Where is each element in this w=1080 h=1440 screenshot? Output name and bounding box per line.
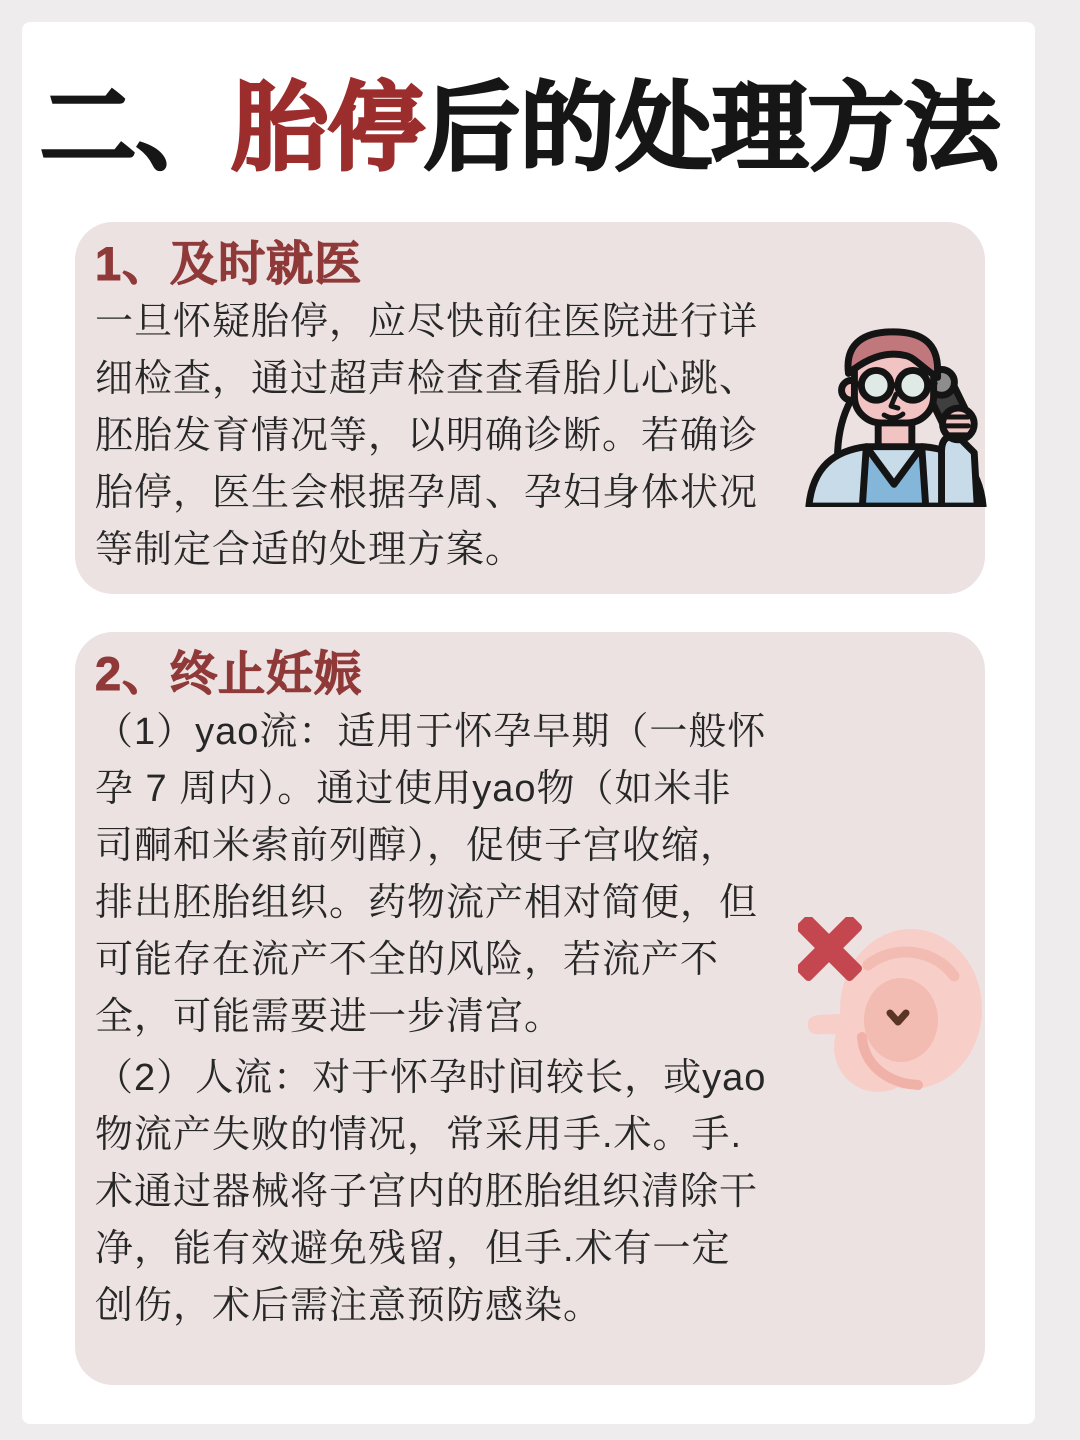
section-2-heading: 2、终止妊娠 (95, 647, 363, 700)
section-2-paragraph-2: （2）人流：对于怀孕时间较长，或yao物流产失败的情况，常采用手.术。手.术通过器械将子宫内的胚胎组织清除干净，能有效避免残留，但手.术有一定创伤，术后需注意预防感染。 (95, 1057, 767, 1327)
title-prefix: 二、 (40, 75, 232, 182)
doctor-on-phone-icon (797, 327, 995, 507)
fetus-arm (808, 1013, 869, 1035)
x-mark-icon (798, 917, 864, 983)
title-suffix: 后的处理方法 (424, 75, 1000, 182)
title-highlight: 胎停 (232, 75, 424, 182)
section-terminate-pregnancy (75, 632, 985, 1385)
section-1-heading: 1、及时就医 (95, 237, 363, 290)
section-2-paragraph-1: （1）yao流：适用于怀孕早期（一般怀孕 7 周内）。通过使用yao物（如米非司酮和米索前列醇），促使子宫收缩，排出胚胎组织。药物流产相对简便，但可能存在流产不全的风险，若流产不全，可能需要进一步清宫。 (95, 711, 767, 1038)
section-timely-medical-visit (75, 222, 985, 594)
glasses-right-lens (898, 370, 928, 400)
section-1-body: 一旦怀疑胎停，应尽快前往医院进行详细检查，通过超声检查查看胎儿心跳、胚胎发育情况等，以明确诊断。若确诊胎停，医生会根据孕周、孕妇身体状况等制定合适的处理方案。 (95, 301, 759, 571)
page-title (40, 70, 1020, 188)
glasses-left-lens (861, 370, 891, 400)
fetus-x-icon (798, 917, 988, 1102)
content-card (22, 22, 1035, 1424)
